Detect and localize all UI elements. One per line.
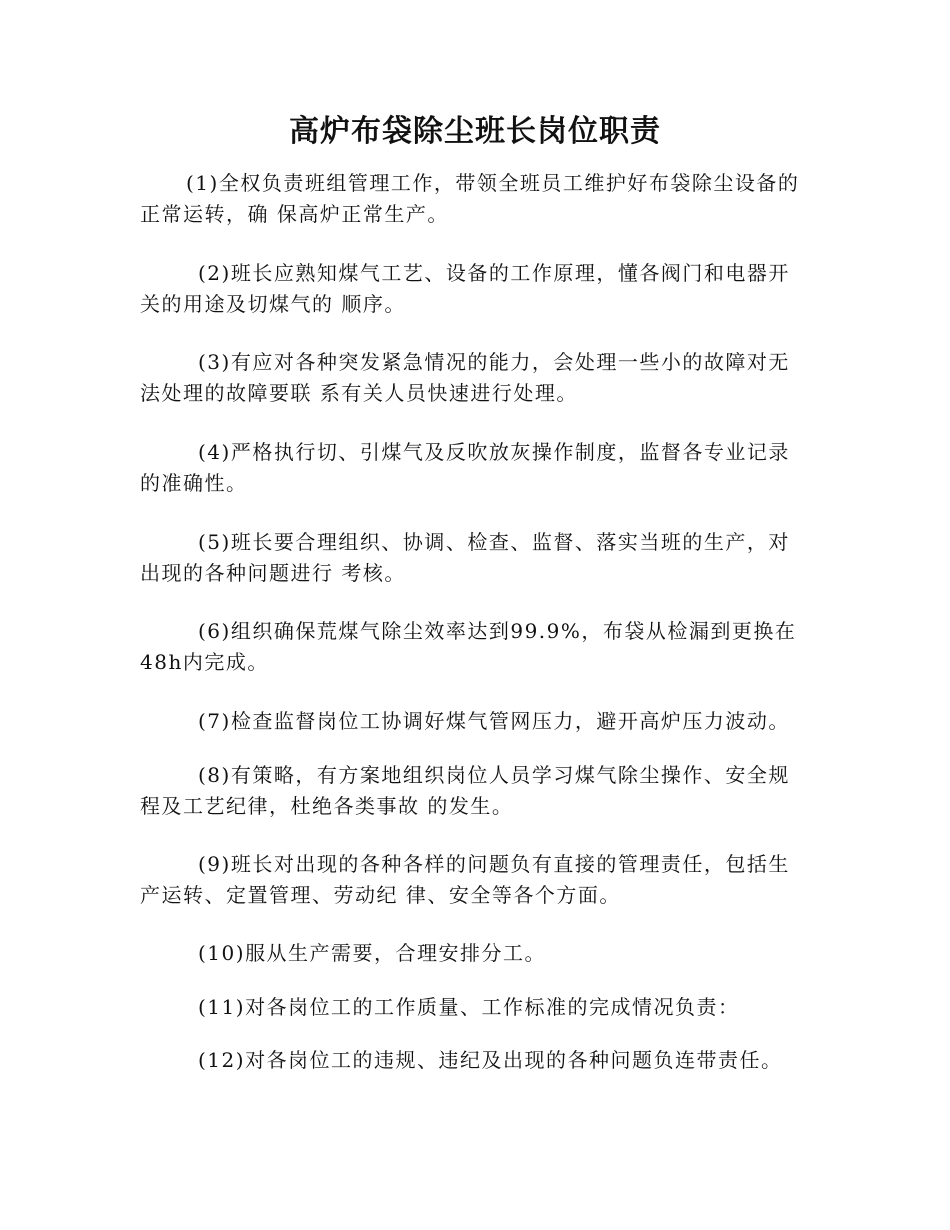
paragraph-number: (5) xyxy=(198,530,231,554)
paragraph-text: 检查监督岗位工协调好煤气管网压力，避开高炉压力波动。 xyxy=(230,709,790,733)
paragraph-number: (3) xyxy=(198,350,231,374)
paragraph-1 xyxy=(140,168,805,230)
paragraph-8 xyxy=(140,760,805,822)
paragraph-10 xyxy=(140,938,805,969)
paragraph-12 xyxy=(140,1045,805,1076)
paragraph-number: (1) xyxy=(186,171,219,195)
paragraph-3 xyxy=(140,347,805,409)
paragraph-text: 有策略，有方案地组织岗位人员学习煤气除尘操作、安全规程及工艺纪律，杜绝各类事故 的发生。 xyxy=(140,763,790,818)
paragraph-number: (2) xyxy=(198,261,231,285)
paragraph-text: 班长对出现的各种各样的问题负有直接的管理责任，包括生产运转、定置管理、劳动纪 律、安全等各个方面。 xyxy=(140,852,790,907)
paragraph-6 xyxy=(140,616,805,678)
paragraph-number: (11) xyxy=(198,995,246,1019)
paragraph-7 xyxy=(140,706,805,737)
paragraph-text: 对各岗位工的工作质量、工作标准的完成情况负责： xyxy=(245,995,740,1019)
paragraph-4 xyxy=(140,437,805,499)
paragraph-text: 对各岗位工的违规、违纪及出现的各种问题负连带责任。 xyxy=(245,1048,783,1072)
paragraph-text: 组织确保荒煤气除尘效率达到99.9%，布袋从检漏到更换在48h内完成。 xyxy=(140,619,797,674)
paragraph-number: (9) xyxy=(198,852,231,876)
paragraph-number: (6) xyxy=(198,619,231,643)
paragraph-text: 班长要合理组织、协调、检查、监督、落实当班的生产，对出现的各种问题进行 考核。 xyxy=(140,530,790,585)
paragraph-text: 严格执行切、引煤气及反吹放灰操作制度，监督各专业记录的准确性。 xyxy=(140,440,790,495)
paragraph-number: (4) xyxy=(198,440,231,464)
paragraph-text: 服从生产需要，合理安排分工。 xyxy=(245,941,547,965)
paragraph-number: (12) xyxy=(198,1048,246,1072)
paragraph-number: (7) xyxy=(198,709,231,733)
paragraph-9 xyxy=(140,849,805,911)
paragraph-number: (8) xyxy=(198,763,231,787)
paragraph-text: 班长应熟知煤气工艺、设备的工作原理，懂各阀门和电器开关的用途及切煤气的 顺序。 xyxy=(140,261,790,316)
paragraph-5 xyxy=(140,527,805,589)
paragraph-text: 全权负责班组管理工作，带领全班员工维护好布袋除尘设备的正常运转，确 保高炉正常生产。 xyxy=(140,171,800,226)
paragraph-2 xyxy=(140,258,805,320)
paragraph-text: 有应对各种突发紧急情况的能力，会处理一些小的故障对无法处理的故障要联 系有关人员快速进行处理。 xyxy=(140,350,790,405)
paragraph-number: (10) xyxy=(198,941,246,965)
document-title: 高炉布袋除尘班长岗位职责 xyxy=(289,114,661,149)
paragraph-11 xyxy=(140,992,805,1023)
